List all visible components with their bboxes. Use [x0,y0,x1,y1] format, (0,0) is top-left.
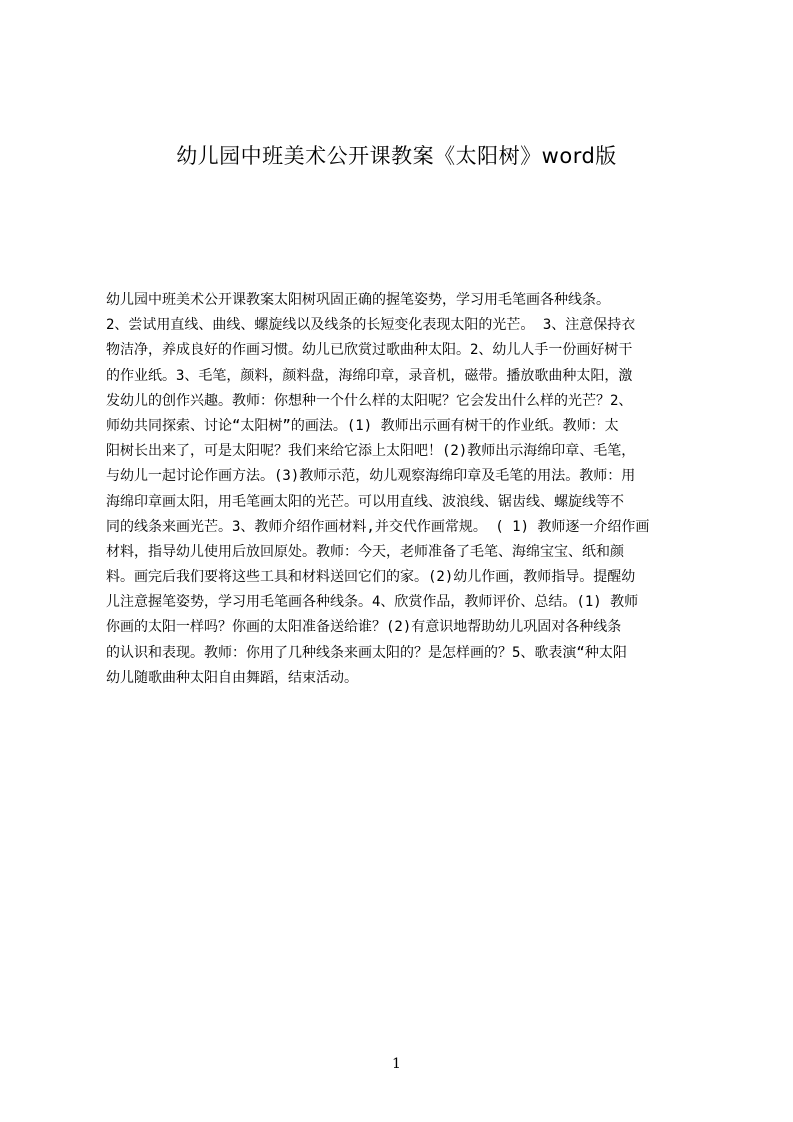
paragraph-line: 儿注意握笔姿势，学习用毛笔画各种线条。4、欣赏作品，教师评价、总结。(1) 教师 [106,594,639,611]
paragraph-line: 材料，指导幼儿使用后放回原处。教师：今天，老师准备了毛笔、海绵宝宝、纸和颜 [106,543,624,560]
paragraph-line: 的作业纸。3、毛笔，颜料，颜料盘，海绵印章，录音机，磁带。播放歌曲种太阳，激 [106,367,633,384]
paragraph-line: 海绵印章画太阳，用毛笔画太阳的光芒。可以用直线、波浪线、锯齿线、螺旋线等不 [106,493,624,510]
paragraph-line: 的认识和表现。教师：你用了几种线条来画太阳的？是怎样画的？5、歌表演“种太阳 [106,644,627,661]
page-number: 1 [392,1056,401,1072]
paragraph-line: 物洁净，养成良好的作画习惯。幼儿已欣赏过歌曲种太阳。2、幼儿人手一份画好树干 [106,342,633,359]
paragraph-line: 料。画完后我们要将这些工具和材料送回它们的家。(2)幼儿作画，教师指导。提醒幼 [106,569,636,586]
paragraph-line: 同的线条来画光芒。3、教师介绍作画材料,并交代作画常规。 ( 1) 教师逐一介绍作画 [106,518,650,535]
document-title: 幼儿园中班美术公开课教案《太阳树》word版 [176,144,617,168]
paragraph-line: 发幼儿的创作兴趣。教师：你想种一个什么样的太阳呢？它会发出什么样的光芒？2、 [106,392,633,409]
paragraph-line: 与幼儿一起讨论作画方法。(3)教师示范，幼儿观察海绵印章及毛笔的用法。教师：用 [106,468,636,485]
paragraph-line: 幼儿园中班美术公开课教案太阳树巩固正确的握笔姿势，学习用毛笔画各种线条。 [106,292,610,308]
paragraph-line: 2、尝试用直线、曲线、螺旋线以及线条的长短变化表现太阳的光芒。 3、注意保持衣 [106,317,636,334]
paragraph-line: 师幼共同探索、讨论“太阳树”的画法。(1) 教师出示画有树干的作业纸。教师：太 [106,417,619,434]
paragraph-line: 幼儿随歌曲种太阳自由舞蹈，结束活动。 [106,669,358,686]
paragraph-line: 你画的太阳一样吗？你画的太阳准备送给谁？(2)有意识地帮助幼儿巩固对各种线条 [106,619,622,636]
body-paragraph [106,288,707,691]
paragraph-line: 阳树长出来了，可是太阳呢？我们来给它添上太阳吧！(2)教师出示海绵印章、毛笔， [106,443,636,460]
